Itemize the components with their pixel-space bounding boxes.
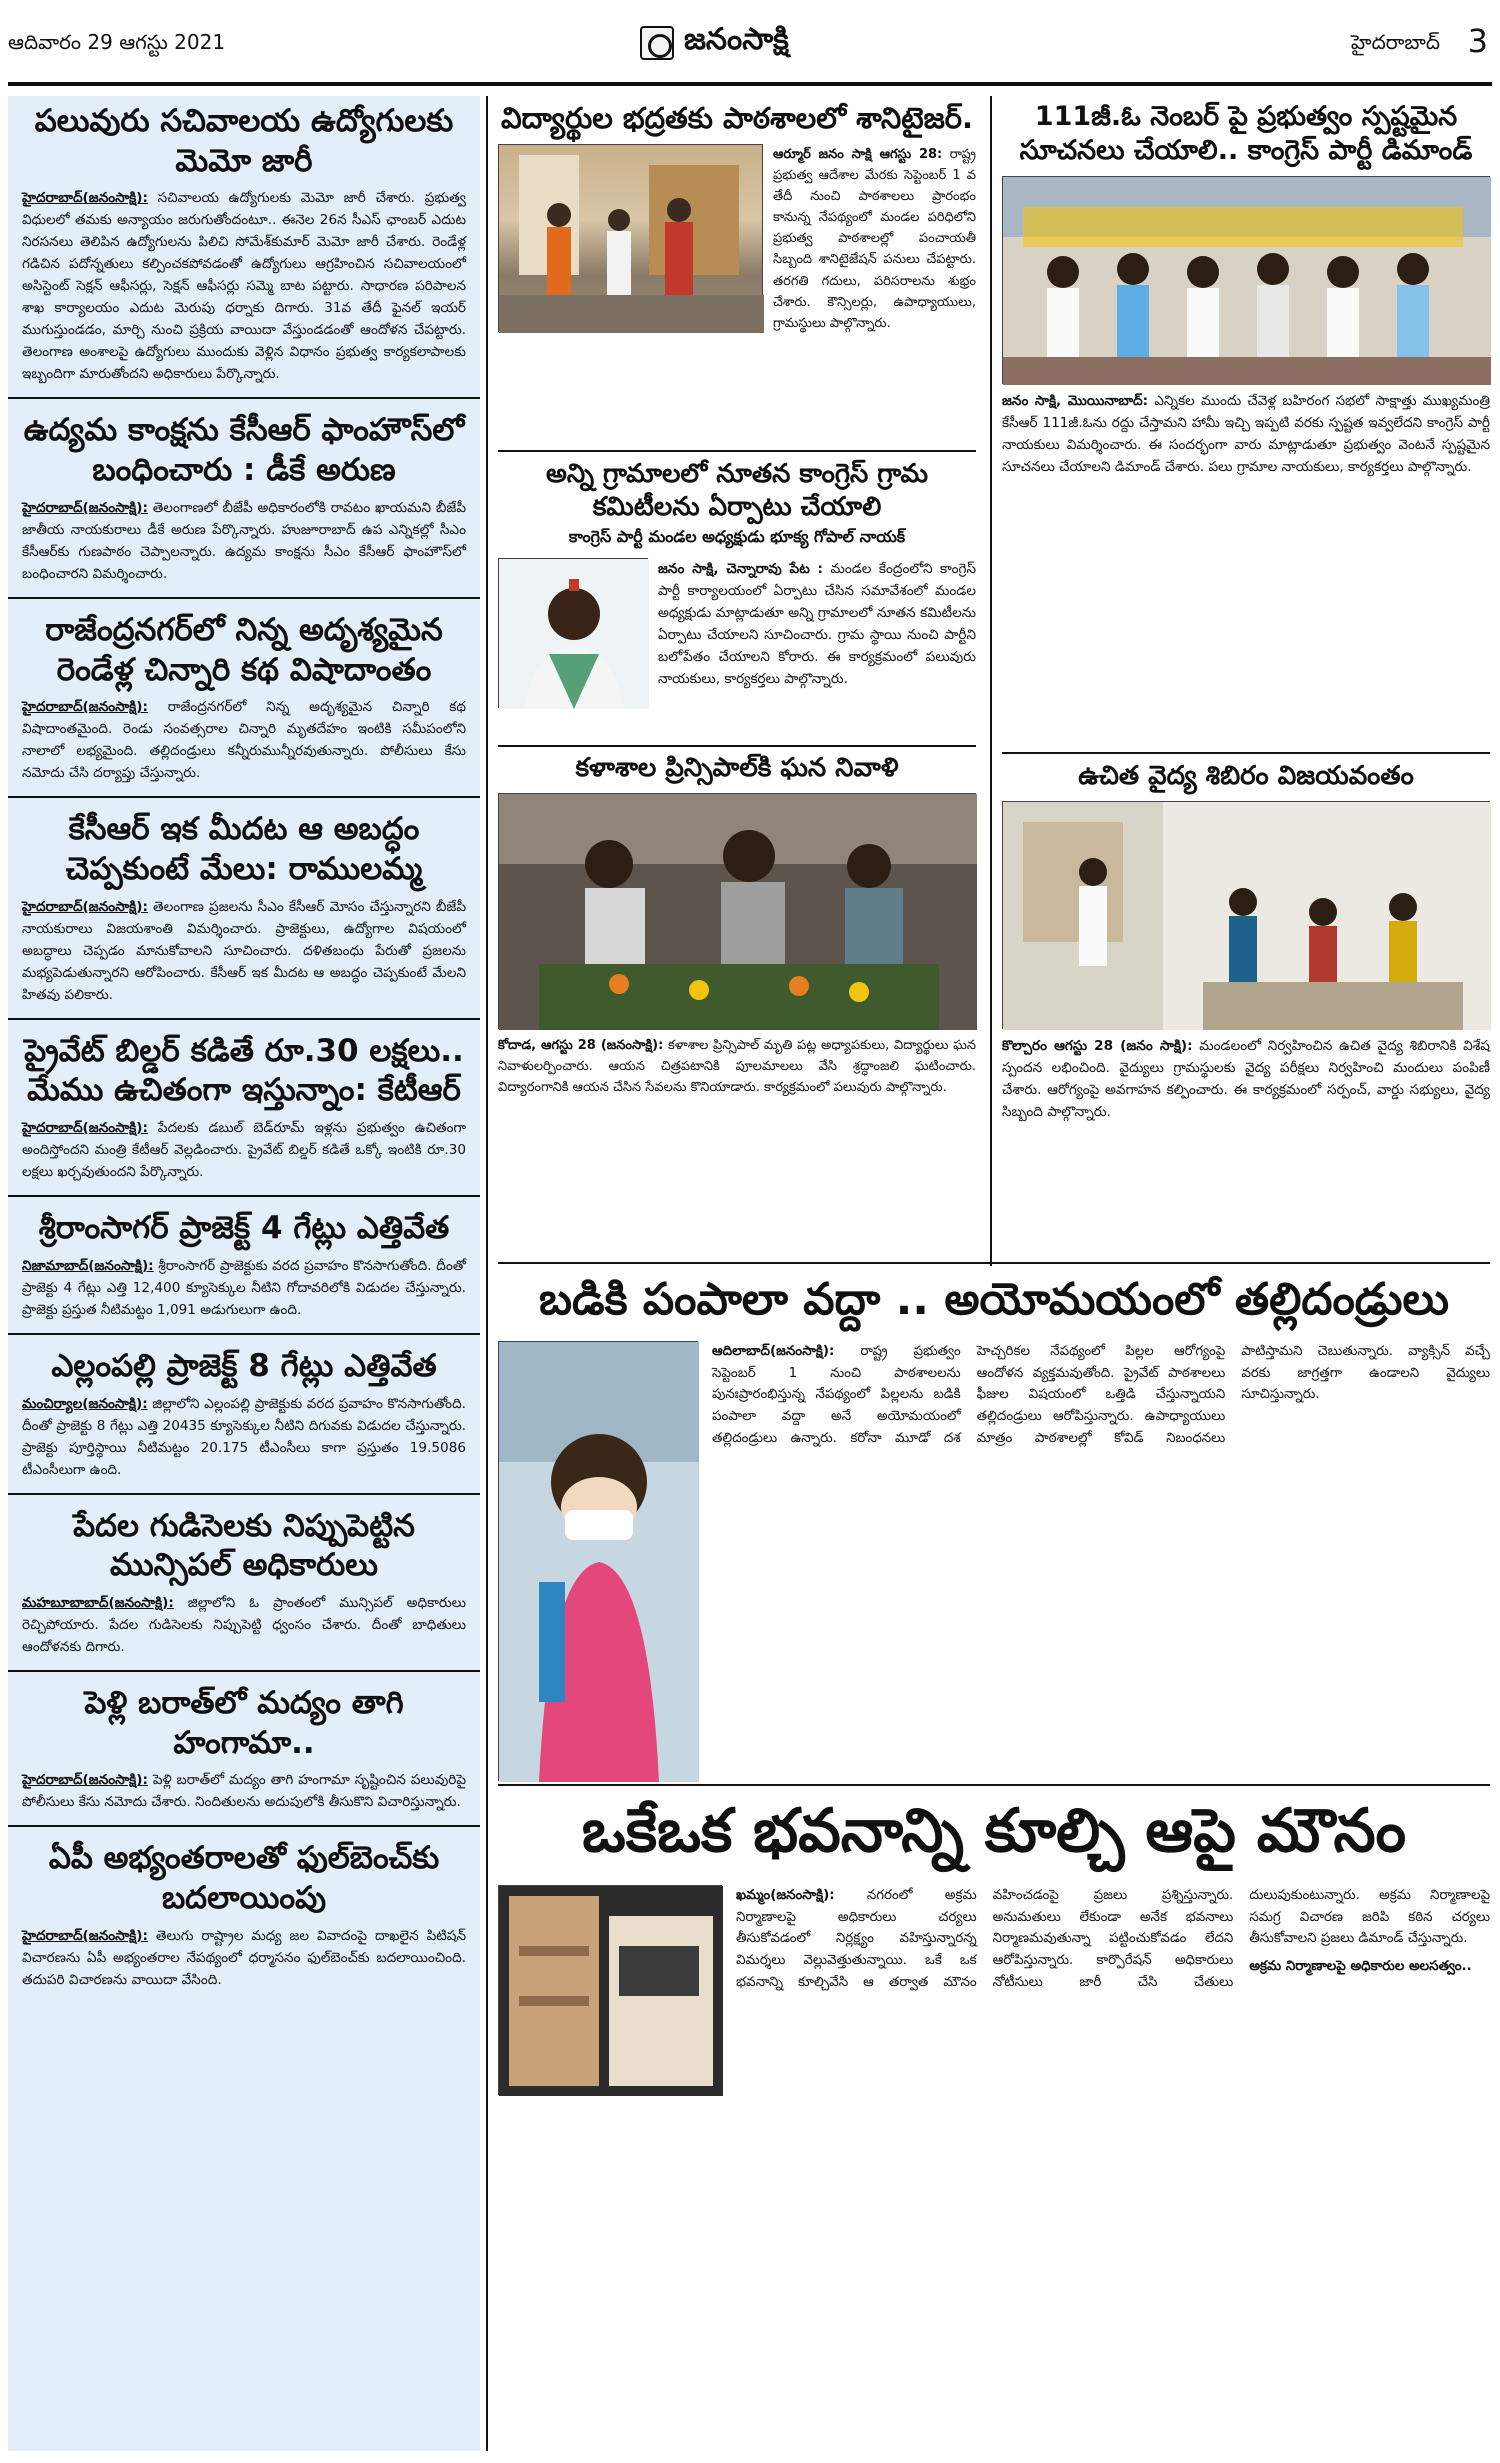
section-rule (498, 745, 976, 747)
body-text: ఎన్నికల ముందు చేవెళ్ల బహిరంగ సభలో సాక్షాత్తు ముఖ్యమంత్రి కేసీఆర్ 111జీ.ఓను రద్దు చేస్తామని హామీ ఇచ్చి ఇప్పటి వరకు స్పష్టత ఇవ్వలేదని కాంగ్రెస్ పార్టీ నాయకులు విమర్శించారు. ఈ సందర్భంగా వారు మాట్లాడుతూ ప్రభుత్వం వెంటనే స్పష్టమైన సూచనలు చేయాలని డిమాండ్ చేశారు. పలు గ్రామాల నాయకులు, కార్యకర్తలు పాల్గొన్నారు. (1002, 392, 1490, 475)
story-congress-villages (498, 458, 976, 708)
body-text: పేదలకు డబుల్ బెడ్‌రూమ్ ఇళ్లను ప్రభుత్వం ఉచితంగా అందిస్తోందని మంత్రి కేటీఆర్ వెల్లడించారు. ప్రైవేట్ బిల్డర్ కడితే ఒక్కో ఇంటికి రూ.30 లక్షలు ఖర్చవుతుందని పేర్కొన్నారు. (22, 1120, 466, 1181)
left-story (8, 1203, 480, 1327)
story-headline: ఎల్లంపల్లి ప్రాజెక్ట్ 8 గేట్లు ఎత్తివేత (51, 1347, 437, 1384)
story-headline: శ్రీరాంసాగర్ ప్రాజెక్ట్ 4 గేట్లు ఎత్తివేత (38, 1210, 450, 1247)
dateline: ఆదిలాబాద్(జనంసాక్షి): (712, 1344, 835, 1359)
medical-camp-photo (1002, 801, 1490, 1029)
meeting-photo (1002, 176, 1490, 384)
story-divider (8, 1825, 480, 1827)
body-text: రాష్ట్ర ప్రభుత్వ ఆదేశాల మేరకు సెప్టెంబర్ 1 వ తేదీ నుంచి పాఠశాలలు ప్రారంభం కానున్న నేపథ్యంలో మండల పరిధిలోని ప్రభుత్వ పాఠశాలల్లో పంచాయతీ సిబ్బంది శానిటైజేషన్ పనులు చేపట్టారు. తరగతి గదులు, పరిసరాలను శుభ్రం చేశారు. కౌన్సిలర్లు, ఉపాధ్యాయులు, గ్రామస్థులు పాల్గొన్నారు. (773, 147, 976, 331)
story-body (22, 1393, 466, 1481)
body-text: జిల్లాలోని ఓ ప్రాంతంలో మున్సిపల్ అధికారులు రెచ్చిపోయారు. పేదల గుడిసెలకు నిప్పుపెట్టి ధ్వంసం చేశారు. దీంతో బాధితులు ఆందోళనకు దిగారు. (22, 1594, 466, 1655)
body-text: తెలంగాణలో బీజేపీ అధికారంలోకి రావటం ఖాయమని బీజేపీ జాతీయ నాయకురాలు డీకే అరుణ పేర్కొన్నారు. హుజూరాబాద్ ఉప ఎన్నికల్లో సీఎం కేసీఆర్‌కు గుణపాఠం చెప్పాలన్నారు. ఉద్యమ కాంక్షను సీఎం కేసీఆర్ ఫాంహౌస్‌లో బంధించారని విమర్శించారు. (22, 499, 466, 582)
dateline: హైదరాబాద్(జనంసాక్షి): (22, 1772, 148, 1789)
story-headline: ఒకేఒక భవనాన్ని కూల్చి ఆపై మౌనం (581, 1796, 1407, 1866)
story-parents-confusion (498, 1272, 1490, 1781)
issue-date: ఆదివారం 29 ఆగస్టు 2021 (8, 30, 226, 54)
child-mask-photo (498, 1341, 698, 1781)
story-headline: విద్యార్థుల భద్రతకు పాఠశాలలో శానిటైజర్. (500, 101, 973, 135)
story-body (22, 1117, 466, 1183)
story-body (22, 1255, 466, 1321)
story-headline: అన్ని గ్రామాలలో నూతన కాంగ్రెస్ గ్రామ కమిటీలను ఏర్పాటు చేయాలి (546, 459, 928, 522)
story-body (1002, 390, 1490, 478)
body-text: జిల్లాలోని ఎల్లంపల్లి ప్రాజెక్టుకు వరద ప్రవాహం కొనసాగుతోంది. దీంతో ప్రాజెక్టు 8 గేట్లు ఎత్తి 20435 క్యూసెక్కుల నీటిని దిగువకు విడుదల చేస్తున్నారు. ప్రాజెక్టు పూర్తిస్థాయి నీటిమట్టం 20.175 టీఎంసీలు కాగా ప్రస్తుతం 19.5086 టీఎంసీలుగా ఉంది. (22, 1395, 466, 1478)
story-text-area (736, 1885, 1490, 2095)
newspaper-logo (640, 22, 789, 64)
story-divider (8, 1195, 480, 1197)
story-principal-tribute (498, 752, 976, 1098)
body-text: నగరంలో అక్రమ నిర్మాణాలపై అధికారులు చర్యలు తీసుకోవడంలో నిర్లక్ష్యం వహిస్తున్నారన్న విమర్శలు వెల్లువెత్తుతున్నాయి. ఒకే ఒక భవనాన్ని కూల్చివేసి ఆ తర్వాత మౌనం వహించడంపై ప్రజలు ప్రశ్నిస్తున్నారు. అనుమతులు లేకుండా అనేక భవనాలు నిర్మాణమవుతున్నా పట్టించుకోవడం లేదని ఆరోపిస్తున్నారు. కార్పొరేషన్ అధికారులు నోటీసులు జారీ చేసి చేతులు దులుపుకుంటున్నారు. అక్రమ నిర్మాణాలపై సమగ్ర విచారణ జరిపి కఠిన చర్యలు తీసుకోవాలని ప్రజలు డిమాండ్ చేస్తున్నారు. (736, 1888, 1490, 1990)
story-headline: ఉద్యమ కాంక్షను కేసీఆర్ ఫాంహౌస్‌లో బంధించారు : డీకే అరుణ (23, 412, 465, 489)
dateline: ఖమ్మం(జనంసాక్షి): (736, 1888, 835, 1903)
story-subhead: అక్రమ నిర్మాణాలపై అధికారుల అలసత్వం.. (1249, 1959, 1472, 1975)
section-rule (1002, 752, 1490, 754)
story-go111 (1002, 100, 1490, 478)
dateline: హైదరాబాద్(జనంసాక్షి): (22, 1120, 148, 1137)
dateline: హైదరాబాద్(జనంసాక్షి): (22, 190, 148, 207)
dateline: ఆర్మూర్ జనం సాక్షి ఆగస్టు 28: (773, 147, 943, 163)
story-headline: ఏపీ అభ్యంతరాలతో ఫుల్‌బెంచ్‌కు బదలాయింపు (48, 1840, 440, 1916)
sanitizer-photo (498, 144, 763, 332)
story-body (712, 1341, 1490, 1781)
story-body (658, 558, 976, 708)
left-story (8, 605, 480, 790)
story-body (22, 1925, 466, 1991)
left-story (8, 804, 480, 1011)
story-body (22, 696, 466, 784)
body-text: కళాశాల ప్రిన్సిపాల్ మృతి పట్ల అధ్యాపకులు, విద్యార్థులు ఘన నివాళులర్పించారు. ఆయన చిత్రపటానికి పూలమాలలు వేసి శ్రద్ధాంజలి ఘటించారు. విద్యారంగానికి ఆయన చేసిన సేవలను కొనియాడారు. కార్యక్రమంలో పలువురు పాల్గొన్నారు. (498, 1037, 976, 1095)
body-text: పెళ్లి బరాత్‌లో మద్యం తాగి హంగామా సృష్టించిన పలువురిపై పోలీసులు కేసు నమోదు చేశారు. నిందితులను అదుపులోకి తీసుకొని విచారిస్తున్నారు. (22, 1772, 466, 1811)
dateline: జనం సాక్షి, చెన్నారావు పేట : (658, 561, 823, 577)
body-text: మండల కేంద్రంలోని కాంగ్రెస్ పార్టీ కార్యాలయంలో ఏర్పాటు చేసిన సమావేశంలో మండల అధ్యక్షుడు మాట్లాడుతూ అన్ని గ్రామాలలో నూతన కమిటీలను ఏర్పాటు చేయాలని సూచించారు. గ్రామ స్థాయి నుంచి పార్టీని బలోపేతం చేయాలని కోరారు. ఈ కార్యక్రమంలో పలువురు నాయకులు, కార్యకర్తలు పాల్గొన్నారు. (658, 561, 976, 688)
story-headline: కళాశాల ప్రిన్సిపాల్‌కి ఘన నివాళి (575, 753, 899, 783)
story-headline: ప్రైవేట్ బిల్డర్ కడితే రూ.30 లక్షలు.. మేము ఉచితంగా ఇస్తున్నాం: కేటీఆర్ (24, 1032, 464, 1109)
logo-icon (640, 26, 674, 60)
story-divider (8, 397, 480, 399)
body-text: తెలంగాణ ప్రజలను సీఎం కేసీఆర్ మోసం చేస్తున్నారని బీజేపీ నాయకురాలు విజయశాంతి విమర్శించారు. ప్రాజెక్టులు, ఉద్యోగాల విషయంలో అబద్ధాలు చెప్పడం మానుకోవాలని సూచించారు. దళితబంధు పేరుతో ప్రజలను మభ్యపెడుతున్నారని ఆరోపించారు. కేసీఆర్ ఇక మీదట ఆ అబద్ధం చెప్పకుంటే మేలని హితవు పలికారు. (22, 898, 466, 1003)
story-medical-camp (1002, 760, 1490, 1123)
section-rule (498, 1262, 1490, 1264)
story-headline: 111జీ.ఓ నెంబర్ పై ప్రభుత్వం స్పష్టమైన సూచనలు చేయాలి.. కాంగ్రెస్ పార్టీ డిమాండ్ (1019, 101, 1473, 166)
story-body (22, 187, 466, 385)
story-divider (8, 1333, 480, 1335)
left-story (8, 1026, 480, 1189)
story-divider (8, 1670, 480, 1672)
story-body (22, 896, 466, 1006)
dateline: జనం సాక్షి, మొయినాబాద్: (1002, 392, 1149, 409)
dateline: హైదరాబాద్(జనంసాక్షి): (22, 898, 148, 915)
story-headline: ఉచిత వైద్య శిబిరం విజయవంతం (1078, 761, 1414, 791)
dateline: కోదాడ, ఆగస్టు 28 (జనంసాక్షి): (498, 1037, 664, 1053)
body-text: రాష్ట్ర ప్రభుత్వం సెప్టెంబర్ 1 నుంచి పాఠశాలలను పునఃప్రారంభిస్తున్న నేపథ్యంలో పిల్లలను బడికి పంపాలా వద్దా అనే అయోమయంలో తల్లిదండ్రులు ఉన్నారు. కరోనా మూడో దశ హెచ్చరికల నేపథ్యంలో పిల్లల ఆరోగ్యంపై ఆందోళన వ్యక్తమవుతోంది. ప్రైవేట్ పాఠశాలలు ఫీజుల విషయంలో ఒత్తిడి చేస్తున్నాయని తల్లిదండ్రులు ఆరోపిస్తున్నారు. ఉపాధ్యాయులు మాత్రం పాఠశాలల్లో కోవిడ్ నిబంధనలు పాటిస్తామని చెబుతున్నారు. వ్యాక్సిన్ వచ్చే వరకు జాగ్రత్తగా ఉండాలని వైద్యులు సూచిస్తున్నారు. (712, 1344, 1490, 1446)
body-text: సచివాలయ ఉద్యోగులకు మెమో జారీ చేశారు. ప్రభుత్వ విధులలో తమకు అన్యాయం జరుగుతోందంటూ.. ఈనెల 26న సీఎస్ ఛాంబర్ ఎదుట నిరసనలు తెలిపిన ఉద్యోగులను పిలిచి సోమేశ్‌కుమార్ మెమో జారీ చేశారు. రెండేళ్ల గడిచిన పదోన్నతులు కల్పించకపోవడంతో ఉద్యోగులు ఆగ్రహించిన సచివాలయంలో అసిస్టెంట్ సెక్షన్ ఆఫీసర్లు, సెక్షన్ ఆఫీసర్లు సమ్మె బాట పట్టారు. సాధారణ పరిపాలన శాఖ కార్యాలయం ఎదుట మెరుపు ధర్నాకు దిగారు. 31వ తేదీ ఫైనల్ ఇయర్ ముగుస్తుండడం, మార్చి నుంచి ప్రక్రియ వాయిదా వేస్తుండడంతో ఆందోళన చేపట్టారు. తెలంగాణ అంశాలపై ఉద్యోగులు ముందుకు వెళ్లిన విధానం ప్రభుత్వ కార్యకలాపాలకు ఇబ్బందిగా మారుతోందని అధికారులు పేర్కొన్నారు. (22, 190, 466, 383)
demolition-photo (498, 1885, 722, 2095)
story-divider (8, 1493, 480, 1495)
story-body (22, 1592, 466, 1658)
story-divider (8, 1018, 480, 1020)
dateline: కొల్చారం ఆగస్టు 28 (జనం సాక్షి): (1002, 1037, 1193, 1054)
story-headline: రాజేంద్రనగర్‌లో నిన్న అదృశ్యమైన రెండేళ్ల చిన్నారి కథ విషాదాంతం (45, 611, 443, 688)
story-headline: పలువురు సచివాలయ ఉద్యోగులకు మెమో జారీ (34, 103, 454, 179)
story-headline: కేసీఆర్ ఇక మీదట ఆ అబద్ధం చెప్పకుంటే మేలు: రాములమ్మ (65, 811, 423, 887)
tribute-photo (498, 793, 976, 1029)
dateline: మంచిర్యాల(జనంసాక్షి): (22, 1395, 148, 1412)
dateline: హైదరాబాద్(జనంసాక్షి): (22, 1927, 148, 1944)
left-story (8, 1833, 480, 1996)
story-headline: పెళ్లి బరాత్‌లో మద్యం తాగి హంగామా.. (84, 1684, 404, 1761)
dateline: హైదరాబాద్(జనంసాక్షి): (22, 499, 148, 516)
left-news-column (8, 96, 480, 2451)
story-body (736, 1885, 1490, 1994)
story-headline: పేదల గుడిసెలకు నిప్పుపెట్టిన మున్సిపల్ అధికారులు (73, 1507, 415, 1584)
masthead (0, 0, 1500, 92)
dateline: మహబూబాబాద్(జనంసాక్షి): (22, 1594, 174, 1611)
story-divider (8, 597, 480, 599)
story-sanitizer (498, 100, 976, 334)
left-story (8, 405, 480, 590)
edition-city: హైదరాబాద్ (1350, 30, 1440, 54)
logo-text: జనంసాక్షి (684, 22, 789, 57)
left-story (8, 1501, 480, 1664)
dateline: హైదరాబాద్(జనంసాక్షి): (22, 699, 148, 716)
section-rule (498, 1784, 1490, 1786)
body-text: శ్రీరాంసాగర్ ప్రాజెక్టుకు వరద ప్రవాహం కొనసాగుతోంది. దీంతో ప్రాజెక్టు 4 గేట్లు ఎత్తి 12,400 క్యూసెక్కుల నీటిని గోదావరిలోకి విడుదల చేస్తున్నారు. ప్రాజెక్టు ప్రస్తుత నీటిమట్టం 1,091 అడుగులుగా ఉంది. (22, 1257, 466, 1318)
left-story (8, 1678, 480, 1819)
column-rule (990, 96, 992, 1266)
story-demolition (498, 1794, 1490, 2095)
story-body (498, 1035, 976, 1098)
column-rule (486, 96, 488, 2451)
masthead-rule (8, 82, 1492, 86)
story-body (22, 497, 466, 585)
page-number: 3 (1467, 22, 1488, 60)
story-headline: బడికి పంపాలా వద్దా .. అయోమయంలో తల్లిదండ్రులు (539, 1274, 1449, 1325)
dateline: నిజామాబాద్(జనంసాక్షి): (22, 1257, 154, 1274)
story-subhead: కాంగ్రెస్ పార్టీ మండల అధ్యక్షుడు భూక్య గోపాల్ నాయక్ (568, 527, 906, 546)
left-story (8, 96, 480, 391)
left-story (8, 1341, 480, 1487)
story-body (1002, 1035, 1490, 1123)
body-text: తెలుగు రాష్ట్రాల మధ్య జల వివాదంపై దాఖలైన పిటిషన్ విచారణను ఏపీ అభ్యంతరాల నేపథ్యంలో ధర్మాసనం ఫుల్‌బెంచ్‌కు బదలాయించింది. తదుపరి విచారణను వాయిదా వేసింది. (22, 1927, 466, 1988)
story-body (773, 144, 976, 333)
story-body (22, 1769, 466, 1813)
story-divider (8, 796, 480, 798)
leader-portrait (498, 558, 648, 708)
body-text: మండలంలో నిర్వహించిన ఉచిత వైద్య శిబిరానికి విశేష స్పందన లభించింది. వైద్యులు గ్రామస్థులకు వైద్య పరీక్షలు నిర్వహించి మందులు పంపిణీ చేశారు. ఆరోగ్యంపై అవగాహన కల్పించారు. ఈ కార్యక్రమంలో సర్పంచ్, వార్డు సభ్యులు, వైద్య సిబ్బంది పాల్గొన్నారు. (1002, 1037, 1490, 1120)
section-rule (498, 450, 976, 452)
body-text: రాజేంద్రనగర్‌లో నిన్న అదృశ్యమైన చిన్నారి కథ విషాదాంతమైంది. రెండు సంవత్సరాల చిన్నారి మృతదేహం ఇంటికి సమీపంలోని నాలాలో లభ్యమైంది. తల్లిదండ్రులు కన్నీరుమున్నీరవుతున్నారు. పోలీసులు కేసు నమోదు చేసి దర్యాప్తు చేస్తున్నారు. (22, 699, 466, 782)
